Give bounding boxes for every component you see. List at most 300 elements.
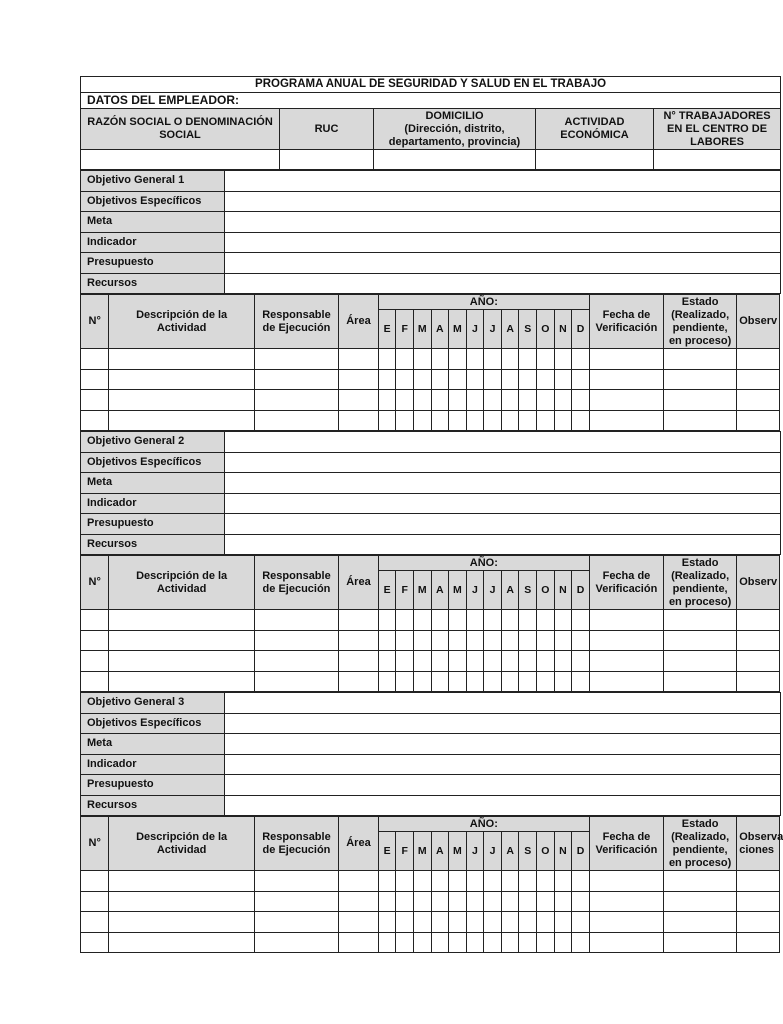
activity-cell[interactable] <box>396 349 414 370</box>
actividad-cell[interactable] <box>536 150 654 170</box>
activity-cell[interactable] <box>554 671 572 692</box>
activity-cell[interactable] <box>664 671 737 692</box>
activity-cell[interactable] <box>431 651 449 672</box>
activity-cell[interactable] <box>737 349 780 370</box>
activity-cell[interactable] <box>413 369 431 390</box>
activity-cell[interactable] <box>589 651 663 672</box>
activity-cell[interactable] <box>466 871 484 892</box>
activity-cell[interactable] <box>396 932 414 953</box>
activity-cell[interactable] <box>737 891 780 912</box>
activity-cell[interactable] <box>572 912 590 933</box>
activity-cell[interactable] <box>81 410 109 431</box>
activity-cell[interactable] <box>396 912 414 933</box>
activity-cell[interactable] <box>449 369 467 390</box>
activity-cell[interactable] <box>572 651 590 672</box>
activity-cell[interactable] <box>339 671 379 692</box>
activity-cell[interactable] <box>484 369 502 390</box>
activity-cell[interactable] <box>466 349 484 370</box>
activity-cell[interactable] <box>81 651 109 672</box>
descripcion-header: Descripción de la Actividad <box>109 556 254 610</box>
activity-cell[interactable] <box>466 369 484 390</box>
activity-cell[interactable] <box>554 871 572 892</box>
activity-cell[interactable] <box>431 349 449 370</box>
activity-cell[interactable] <box>554 349 572 370</box>
responsable-header: Responsable de Ejecución <box>254 817 338 871</box>
activity-cell[interactable] <box>484 671 502 692</box>
activity-cell[interactable] <box>466 912 484 933</box>
activity-cell[interactable] <box>466 610 484 631</box>
activity-cell[interactable] <box>737 651 780 672</box>
objective-value-especificos[interactable] <box>225 191 781 212</box>
table-row <box>81 369 780 390</box>
activity-cell[interactable] <box>554 630 572 651</box>
activity-cell[interactable] <box>378 651 396 672</box>
activity-cell[interactable] <box>449 912 467 933</box>
employer-table <box>80 76 781 170</box>
table-row <box>81 671 780 692</box>
activity-cell[interactable] <box>737 369 780 390</box>
activity-cell[interactable] <box>572 871 590 892</box>
activity-cell[interactable] <box>413 630 431 651</box>
objective-value-presupuesto[interactable] <box>225 253 781 274</box>
objective-value-meta[interactable] <box>225 473 781 494</box>
activity-cell[interactable] <box>339 651 379 672</box>
activity-cell[interactable] <box>81 671 109 692</box>
activity-cell[interactable] <box>737 610 780 631</box>
activity-cell[interactable] <box>254 610 338 631</box>
activity-cell[interactable] <box>413 410 431 431</box>
activity-cell[interactable] <box>81 891 109 912</box>
activity-cell[interactable] <box>81 871 109 892</box>
objective-value-especificos[interactable] <box>225 452 781 473</box>
objective-table <box>80 692 781 816</box>
activity-cell[interactable] <box>484 349 502 370</box>
activity-cell[interactable] <box>537 610 555 631</box>
objective-value-presupuesto[interactable] <box>225 514 781 535</box>
activity-cell[interactable] <box>378 349 396 370</box>
activity-cell[interactable] <box>519 932 537 953</box>
activity-cell[interactable] <box>339 912 379 933</box>
activity-cell[interactable] <box>431 671 449 692</box>
activity-cell[interactable] <box>339 369 379 390</box>
activity-cell[interactable] <box>339 349 379 370</box>
activity-cell[interactable] <box>664 369 737 390</box>
objective-label-especificos: Objetivos Específicos <box>81 713 225 734</box>
objective-label-recursos: Recursos <box>81 273 225 294</box>
activity-cell[interactable] <box>484 912 502 933</box>
month-header: D <box>572 832 590 871</box>
activity-cell[interactable] <box>537 410 555 431</box>
activity-cell[interactable] <box>537 390 555 411</box>
activity-cell[interactable] <box>519 630 537 651</box>
activity-cell[interactable] <box>413 671 431 692</box>
activity-cell[interactable] <box>501 651 519 672</box>
activity-cell[interactable] <box>664 932 737 953</box>
activity-cell[interactable] <box>109 891 254 912</box>
activity-cell[interactable] <box>396 891 414 912</box>
objective-value[interactable] <box>225 432 781 453</box>
activity-cell[interactable] <box>589 610 663 631</box>
objective-table <box>80 170 781 294</box>
activity-cell[interactable] <box>554 610 572 631</box>
month-header: F <box>396 571 414 610</box>
activity-cell[interactable] <box>81 369 109 390</box>
activity-cell[interactable] <box>378 871 396 892</box>
activity-cell[interactable] <box>572 932 590 953</box>
activity-cell[interactable] <box>589 630 663 651</box>
activity-cell[interactable] <box>449 390 467 411</box>
activity-cell[interactable] <box>254 630 338 651</box>
month-header: M <box>413 571 431 610</box>
activity-cell[interactable] <box>81 610 109 631</box>
activity-cell[interactable] <box>431 610 449 631</box>
objective-table <box>80 431 781 555</box>
activity-cell[interactable] <box>519 912 537 933</box>
activity-cell[interactable] <box>396 410 414 431</box>
activity-cell[interactable] <box>537 630 555 651</box>
activity-cell[interactable] <box>519 610 537 631</box>
activity-cell[interactable] <box>589 891 663 912</box>
activity-cell[interactable] <box>537 891 555 912</box>
activity-cell[interactable] <box>378 610 396 631</box>
activity-cell[interactable] <box>589 871 663 892</box>
month-header: N <box>554 571 572 610</box>
month-header: O <box>537 571 555 610</box>
activity-cell[interactable] <box>81 630 109 651</box>
descripcion-header: Descripción de la Actividad <box>109 295 254 349</box>
activity-cell[interactable] <box>449 610 467 631</box>
activity-cell[interactable] <box>572 349 590 370</box>
activity-cell[interactable] <box>339 871 379 892</box>
activity-cell[interactable] <box>664 891 737 912</box>
activity-cell[interactable] <box>572 671 590 692</box>
activity-cell[interactable] <box>501 390 519 411</box>
activity-cell[interactable] <box>378 390 396 411</box>
trabajadores-cell[interactable] <box>654 150 781 170</box>
month-header: J <box>466 310 484 349</box>
activity-cell[interactable] <box>737 410 780 431</box>
activity-cell[interactable] <box>664 349 737 370</box>
objective-value-recursos[interactable] <box>225 273 781 294</box>
activity-cell[interactable] <box>501 871 519 892</box>
activity-cell[interactable] <box>664 610 737 631</box>
activity-cell[interactable] <box>484 410 502 431</box>
activity-cell[interactable] <box>378 932 396 953</box>
activity-cell[interactable] <box>413 390 431 411</box>
objective-value-meta[interactable] <box>225 734 781 755</box>
objective-label-recursos: Recursos <box>81 534 225 555</box>
objective-value-especificos[interactable] <box>225 713 781 734</box>
activity-cell[interactable] <box>501 630 519 651</box>
activity-cell[interactable] <box>737 630 780 651</box>
activity-cell[interactable] <box>449 630 467 651</box>
activity-cell[interactable] <box>449 349 467 370</box>
activity-cell[interactable] <box>572 630 590 651</box>
activity-cell[interactable] <box>396 610 414 631</box>
activity-cell[interactable] <box>378 891 396 912</box>
month-header: N <box>554 832 572 871</box>
month-header: D <box>572 571 590 610</box>
activity-cell[interactable] <box>431 630 449 651</box>
activity-cell[interactable] <box>501 912 519 933</box>
activity-cell[interactable] <box>431 891 449 912</box>
objective-value[interactable] <box>225 693 781 714</box>
activity-cell[interactable] <box>109 410 254 431</box>
activity-cell[interactable] <box>254 932 338 953</box>
activity-cell[interactable] <box>449 932 467 953</box>
month-header: A <box>501 310 519 349</box>
objective-value[interactable] <box>225 171 781 192</box>
activity-cell[interactable] <box>537 349 555 370</box>
month-header: S <box>519 571 537 610</box>
activity-cell[interactable] <box>339 932 379 953</box>
activity-cell[interactable] <box>109 671 254 692</box>
ano-header: AÑO: <box>378 817 589 832</box>
month-header: M <box>449 571 467 610</box>
activity-cell[interactable] <box>109 630 254 651</box>
activity-cell[interactable] <box>537 671 555 692</box>
table-row <box>81 610 780 631</box>
activity-cell[interactable] <box>431 871 449 892</box>
activity-cell[interactable] <box>254 369 338 390</box>
objective-label-presupuesto: Presupuesto <box>81 253 225 274</box>
activity-cell[interactable] <box>664 651 737 672</box>
activity-cell[interactable] <box>413 932 431 953</box>
activity-cell[interactable] <box>396 871 414 892</box>
activity-cell[interactable] <box>501 349 519 370</box>
activity-cell[interactable] <box>589 932 663 953</box>
observaciones-header: Observ <box>737 556 780 610</box>
activity-cell[interactable] <box>81 349 109 370</box>
activity-cell[interactable] <box>466 651 484 672</box>
activity-cell[interactable] <box>109 651 254 672</box>
activity-cell[interactable] <box>737 912 780 933</box>
activity-cell[interactable] <box>466 932 484 953</box>
activity-cell[interactable] <box>589 349 663 370</box>
activity-cell[interactable] <box>664 410 737 431</box>
activity-cell[interactable] <box>396 651 414 672</box>
activity-cell[interactable] <box>449 410 467 431</box>
activity-cell[interactable] <box>378 369 396 390</box>
activity-cell[interactable] <box>109 349 254 370</box>
activity-cell[interactable] <box>81 912 109 933</box>
activity-cell[interactable] <box>737 871 780 892</box>
objective-value-recursos[interactable] <box>225 795 781 816</box>
activity-cell[interactable] <box>519 349 537 370</box>
month-header: O <box>537 310 555 349</box>
activity-cell[interactable] <box>484 932 502 953</box>
activity-cell[interactable] <box>413 891 431 912</box>
activity-cell[interactable] <box>413 912 431 933</box>
activity-cell[interactable] <box>378 912 396 933</box>
activity-cell[interactable] <box>572 390 590 411</box>
domicilio-label: DOMICILIO <box>425 109 484 122</box>
activity-cell[interactable] <box>431 390 449 411</box>
activity-cell[interactable] <box>466 671 484 692</box>
activity-cell[interactable] <box>664 912 737 933</box>
activity-cell[interactable] <box>589 369 663 390</box>
activity-cell[interactable] <box>413 349 431 370</box>
razon-social-cell[interactable] <box>81 150 280 170</box>
activity-cell[interactable] <box>431 410 449 431</box>
activity-cell[interactable] <box>109 912 254 933</box>
table-row <box>81 891 780 912</box>
activity-cell[interactable] <box>449 891 467 912</box>
month-header: J <box>484 310 502 349</box>
activity-cell[interactable] <box>501 410 519 431</box>
objective-sections <box>80 170 783 953</box>
table-row <box>81 349 780 370</box>
objective-label-indicador: Indicador <box>81 754 225 775</box>
objective-value-recursos[interactable] <box>225 534 781 555</box>
activity-cell[interactable] <box>484 891 502 912</box>
activity-cell[interactable] <box>449 651 467 672</box>
activity-cell[interactable] <box>431 369 449 390</box>
activity-cell[interactable] <box>501 891 519 912</box>
area-header: Área <box>339 295 379 349</box>
month-header: S <box>519 832 537 871</box>
activity-cell[interactable] <box>737 390 780 411</box>
activity-cell[interactable] <box>519 410 537 431</box>
activity-cell[interactable] <box>466 630 484 651</box>
objective-value-indicador[interactable] <box>225 754 781 775</box>
activity-cell[interactable] <box>254 912 338 933</box>
activity-cell[interactable] <box>81 932 109 953</box>
activity-cell[interactable] <box>537 912 555 933</box>
activity-cell[interactable] <box>589 410 663 431</box>
objective-value-presupuesto[interactable] <box>225 775 781 796</box>
activity-cell[interactable] <box>572 369 590 390</box>
activity-cell[interactable] <box>339 390 379 411</box>
activity-cell[interactable] <box>664 630 737 651</box>
activity-cell[interactable] <box>572 410 590 431</box>
activity-cell[interactable] <box>554 912 572 933</box>
activity-cell[interactable] <box>589 912 663 933</box>
table-row <box>81 390 780 411</box>
activity-cell[interactable] <box>339 891 379 912</box>
activity-cell[interactable] <box>339 630 379 651</box>
activity-cell[interactable] <box>484 390 502 411</box>
activity-cell[interactable] <box>554 932 572 953</box>
activity-cell[interactable] <box>449 671 467 692</box>
activity-cell[interactable] <box>109 610 254 631</box>
activity-cell[interactable] <box>519 369 537 390</box>
objective-label-presupuesto: Presupuesto <box>81 775 225 796</box>
activity-cell[interactable] <box>737 932 780 953</box>
activity-cell[interactable] <box>537 932 555 953</box>
month-header: M <box>449 832 467 871</box>
actividad-header: ACTIVIDAD ECONÓMICA <box>536 109 654 150</box>
activity-cell[interactable] <box>254 349 338 370</box>
activity-cell[interactable] <box>572 891 590 912</box>
activity-cell[interactable] <box>554 651 572 672</box>
activity-cell[interactable] <box>484 610 502 631</box>
activity-cell[interactable] <box>431 932 449 953</box>
activity-cell[interactable] <box>519 671 537 692</box>
activity-cell[interactable] <box>737 671 780 692</box>
activity-cell[interactable] <box>484 630 502 651</box>
num-header: N° <box>81 556 109 610</box>
activity-cell[interactable] <box>339 610 379 631</box>
activity-cell[interactable] <box>664 871 737 892</box>
activity-cell[interactable] <box>519 891 537 912</box>
month-header: M <box>413 310 431 349</box>
domicilio-cell[interactable] <box>374 150 536 170</box>
activity-cell[interactable] <box>501 369 519 390</box>
activity-cell[interactable] <box>396 390 414 411</box>
activity-cell[interactable] <box>396 369 414 390</box>
activity-cell[interactable] <box>537 651 555 672</box>
activity-cell[interactable] <box>81 390 109 411</box>
activity-cell[interactable] <box>664 390 737 411</box>
activity-cell[interactable] <box>589 671 663 692</box>
activity-cell[interactable] <box>254 671 338 692</box>
objective-label-recursos: Recursos <box>81 795 225 816</box>
activity-cell[interactable] <box>484 651 502 672</box>
activity-cell[interactable] <box>589 390 663 411</box>
activity-cell[interactable] <box>449 871 467 892</box>
activity-cell[interactable] <box>254 891 338 912</box>
activity-cell[interactable] <box>554 891 572 912</box>
activity-cell[interactable] <box>501 671 519 692</box>
activity-cell[interactable] <box>378 671 396 692</box>
activity-cell[interactable] <box>501 610 519 631</box>
activity-cell[interactable] <box>254 871 338 892</box>
activity-cell[interactable] <box>378 410 396 431</box>
objective-value-indicador[interactable] <box>225 232 781 253</box>
activity-cell[interactable] <box>431 912 449 933</box>
activity-cell[interactable] <box>109 369 254 390</box>
table-row <box>81 630 780 651</box>
activity-cell[interactable] <box>254 651 338 672</box>
activity-cell[interactable] <box>537 871 555 892</box>
activity-cell[interactable] <box>484 871 502 892</box>
activity-table <box>80 816 783 953</box>
objective-title: Objetivo General 2 <box>81 432 225 453</box>
ruc-cell[interactable] <box>280 150 374 170</box>
activity-cell[interactable] <box>413 651 431 672</box>
activity-cell[interactable] <box>109 932 254 953</box>
activity-cell[interactable] <box>519 390 537 411</box>
activity-cell[interactable] <box>109 871 254 892</box>
activity-cell[interactable] <box>109 390 254 411</box>
activity-cell[interactable] <box>413 871 431 892</box>
activity-cell[interactable] <box>339 410 379 431</box>
activity-cell[interactable] <box>378 630 396 651</box>
activity-cell[interactable] <box>519 871 537 892</box>
month-header: J <box>484 571 502 610</box>
ano-header: AÑO: <box>378 556 589 571</box>
objective-value-meta[interactable] <box>225 212 781 233</box>
activity-cell[interactable] <box>537 369 555 390</box>
activity-cell[interactable] <box>466 891 484 912</box>
activity-cell[interactable] <box>254 390 338 411</box>
activity-cell[interactable] <box>396 671 414 692</box>
objective-value-indicador[interactable] <box>225 493 781 514</box>
activity-cell[interactable] <box>554 390 572 411</box>
activity-cell[interactable] <box>413 610 431 631</box>
activity-cell[interactable] <box>572 610 590 631</box>
activity-cell[interactable] <box>396 630 414 651</box>
activity-cell[interactable] <box>554 369 572 390</box>
activity-cell[interactable] <box>501 932 519 953</box>
estado-header: Estado (Realizado, pendiente, en proceso) <box>664 556 737 610</box>
activity-cell[interactable] <box>466 390 484 411</box>
activity-cell[interactable] <box>466 410 484 431</box>
activity-cell[interactable] <box>254 410 338 431</box>
activity-cell[interactable] <box>519 651 537 672</box>
activity-cell[interactable] <box>554 410 572 431</box>
